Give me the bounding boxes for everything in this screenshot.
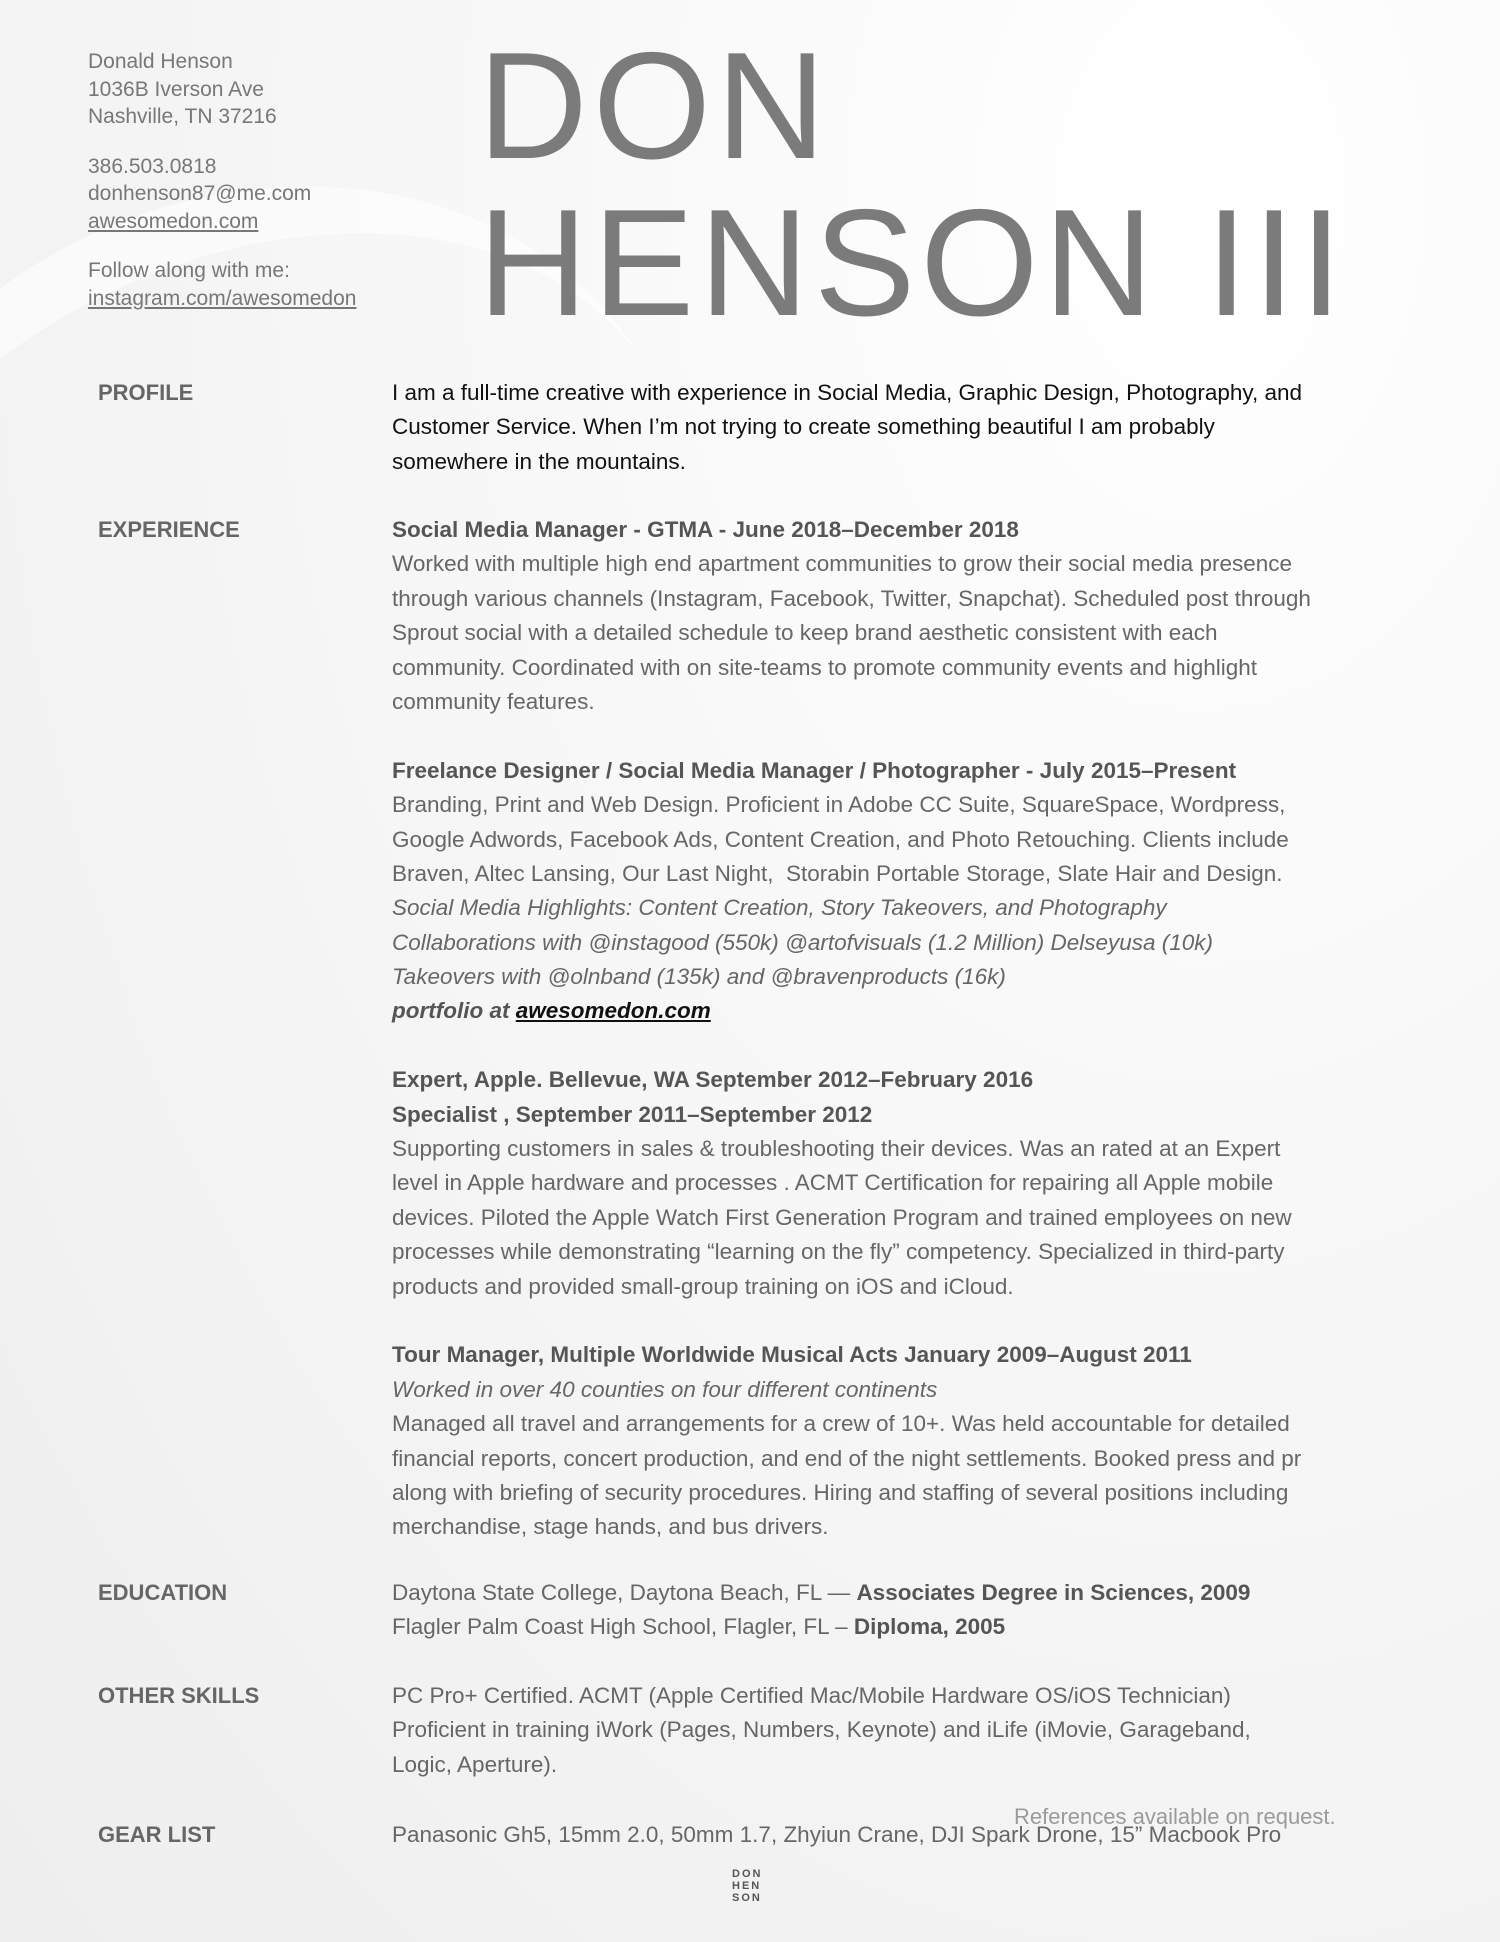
title-line-2: HENSON III [478,178,1348,348]
text-segment: devices. Piloted the Apple Watch First Generation Program and trained employees on new [392,1204,1292,1230]
text-segment: Proficient in training iWork (Pages, Numbers, Keynote) and iLife (iMovie, Garageband, [392,1717,1251,1743]
text-segment: Expert, Apple. Bellevue, WA September 2012–February 2016 [392,1067,1034,1093]
logo-line: HEN [732,1880,762,1892]
text-line [392,547,1442,581]
text-line [392,857,1442,891]
follow-label: Follow along with me: [88,259,290,282]
contact-name: Donald Henson [88,50,233,73]
section-label-education: EDUCATION [98,1580,228,1605]
spacer [392,1029,1442,1063]
text-segment: portfolio at [392,998,516,1024]
text-line [392,1407,1442,1441]
contact-block [88,48,356,312]
text-segment: merchandise, stage hands, and bus drivers. [392,1514,829,1540]
text-line [392,1166,1442,1200]
text-line [392,1373,1442,1407]
text-segment: through various channels (Instagram, Facebook, Twitter, Snapchat). Scheduled post through [392,585,1311,611]
text-segment: Associates Degree in Sciences, 2009 [856,1580,1251,1605]
text-segment: level in Apple hardware and processes . ACMT Certification for repairing all Apple mobile [392,1170,1274,1196]
text-segment: Flagler Palm Coast High School, Flagler, FL – [392,1614,854,1640]
website-link[interactable]: awesomedon.com [88,209,259,233]
title-line-1: DON [478,21,831,191]
text-segment: PC Pro+ Certified. ACMT (Apple Certified Mac/Mobile Hardware OS/iOS Technician) [392,1683,1231,1708]
text-line [392,926,1442,960]
text-line [392,616,1442,650]
section-label-profile: PROFILE [98,380,194,405]
text-segment: Takeovers with @olnband (135k) and @bravenproducts (16k) [392,964,1006,990]
section-body [392,1679,1442,1782]
text-line [392,891,1442,925]
text-line [392,1576,1442,1610]
text-line [392,1132,1442,1166]
text-line [392,410,1442,444]
text-segment: Specialist , September 2011–September 2012 [392,1101,873,1127]
contact-phone: 386.503.0818 [88,154,217,178]
section-body [392,376,1442,479]
section-label-gear: GEAR LIST [98,1822,216,1847]
text-line [392,1610,1442,1644]
text-segment: Tour Manager, Multiple Worldwide Musical Acts January 2009–August 2011 [392,1342,1192,1368]
text-segment: somewhere in the mountains. [392,448,686,474]
spacer [392,719,1442,753]
contact-city: Nashville, TN 37216 [88,105,277,128]
text-segment: products and provided small-group training on iOS and iCloud. [392,1273,1014,1299]
text-segment: Sprout social with a detailed schedule to keep brand aesthetic consistent with each [392,620,1218,646]
text-segment: along with briefing of security procedures. Hiring and staffing of several positions including [392,1479,1289,1505]
text-line [392,1713,1442,1747]
text-segment: Customer Service. When I’m not trying to create something beautiful I am probably [392,414,1215,440]
text-segment: I am a full-time creative with experience in Social Media, Graphic Design, Photography, and [392,380,1303,405]
text-line [392,1338,1442,1372]
logo-mark [732,1868,762,1904]
text-line [392,823,1442,857]
text-segment: Logic, Aperture). [392,1751,558,1777]
portfolio-link[interactable]: awesomedon.com [515,998,711,1024]
contact-street: 1036B Iverson Ave [88,77,264,101]
text-segment: Freelance Designer / Social Media Manager / Photographer - July 2015–Present [392,757,1237,783]
section-label-skills: OTHER SKILLS [98,1683,260,1708]
text-segment: Social Media Manager - GTMA - June 2018–December 2018 [392,517,1019,542]
text-segment: Branding, Print and Web Design. Proficient in Adobe CC Suite, SquareSpace, Wordpress, [392,792,1286,818]
text-segment: Braven, Altec Lansing, Our Last Night, Storabin Portable Storage, Slate Hair and Design. [392,860,1283,886]
text-segment: Worked in over 40 counties on four different continents [392,1376,938,1402]
text-segment: Daytona State College, Daytona Beach, FL — [392,1580,857,1605]
instagram-link[interactable]: instagram.com/awesomedon [88,286,357,310]
text-segment: Panasonic Gh5, 15mm 2.0, 50mm 1.7, Zhyiun Crane, DJI Spark Drone, 15” Macbook Pro [392,1822,1282,1847]
section-body [392,513,1442,1545]
text-line [392,685,1442,719]
text-segment: Collaborations with @instagood (550k) @artofvisuals (1.2 Million) Delseyusa (10k) [392,929,1214,955]
text-line [392,513,1442,547]
text-line [392,582,1442,616]
text-line [392,376,1442,410]
text-line [392,1748,1442,1782]
text-segment: Social Media Highlights: Content Creation, Story Takeovers, and Photography [392,895,1167,921]
logo-line: SON [732,1892,762,1904]
text-line [392,445,1442,479]
text-line [392,651,1442,685]
section-body [392,1576,1442,1645]
text-segment: community features. [392,688,595,714]
text-line [392,1235,1442,1269]
spacer [392,1304,1442,1338]
references-note: References available on request. [1014,1804,1336,1829]
text-segment: Worked with multiple high end apartment communities to grow their social media presence [392,551,1293,577]
text-line [392,1442,1442,1476]
text-segment: processes while demonstrating “learning on the fly” competency. Specialized in third-party [392,1239,1285,1265]
text-line [392,1201,1442,1235]
text-line [392,1510,1442,1544]
section-label-experience: EXPERIENCE [98,517,240,542]
text-line [392,960,1442,994]
text-segment: financial reports, concert production, and end of the night settlements. Booked press and pr [392,1445,1302,1471]
text-line [392,1063,1442,1097]
text-line [392,788,1442,822]
text-line [392,1270,1442,1304]
text-line [392,994,1442,1028]
text-segment: Diploma, 2005 [853,1614,1006,1640]
text-segment: Supporting customers in sales & troubleshooting their devices. Was an rated at an Expert [392,1136,1281,1162]
text-line [392,754,1442,788]
text-line [392,1679,1442,1713]
text-line [392,1476,1442,1510]
contact-email: donhenson87@me.com [88,182,312,205]
text-segment: Google Adwords, Facebook Ads, Content Creation, and Photo Retouching. Clients include [392,826,1289,852]
text-segment: community. Coordinated with on site-teams to promote community events and highlight [392,654,1257,680]
text-segment: Managed all travel and arrangements for a crew of 10+. Was held accountable for detailed [392,1411,1290,1437]
logo-line: DON [732,1868,763,1880]
text-line [392,1098,1442,1132]
